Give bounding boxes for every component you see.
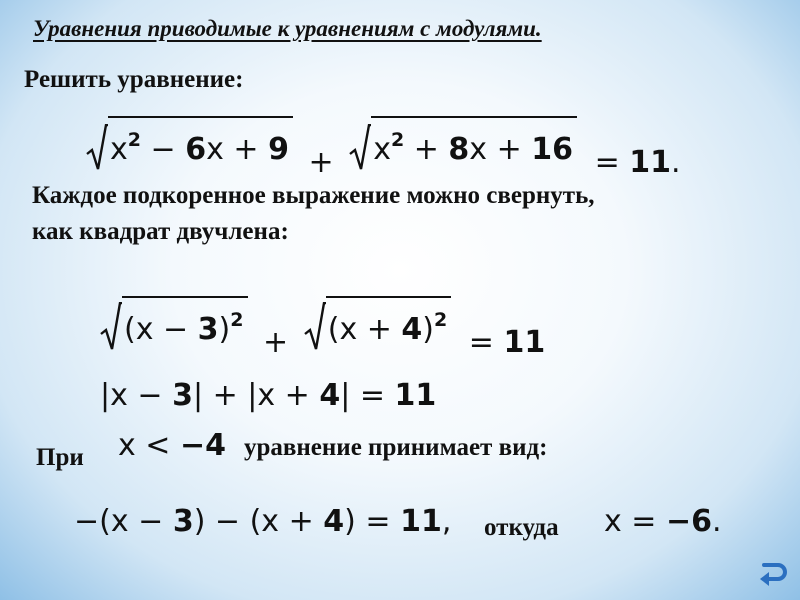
- radical-1: $x^2 - 6x + 9$: [86, 116, 293, 172]
- sqrt-sign-icon: [86, 124, 108, 172]
- equation-4: −(x − 3) − (x + 4) = 11,: [74, 504, 452, 539]
- task-label: Решить уравнение:: [24, 66, 244, 93]
- equation-1: $x^2 - 6x + 9$ + $x^2 + 8x + 16$ = 11.: [86, 116, 681, 180]
- sqrt-sign-icon: [349, 124, 371, 172]
- answer: x = −6.: [604, 504, 722, 539]
- condition-inequality: x < −4: [118, 428, 226, 463]
- equation-2: $(x - 3)^2$ + $(x + 4)^2$ = 11: [100, 296, 545, 360]
- equation-3: |x − 3| + |x + 4| = 11: [100, 378, 437, 413]
- return-arrow-icon[interactable]: [758, 559, 790, 591]
- slide-title: Уравнения приводимые к уравнениям с модулями.: [33, 16, 542, 41]
- otkuda-label: откуда: [484, 514, 559, 541]
- explanation-line-1: Каждое подкоренное выражение можно свернуть,: [32, 182, 595, 209]
- radical-3: $(x - 3)^2$: [100, 296, 248, 352]
- condition-tail: уравнение принимает вид:: [244, 434, 548, 461]
- radical-2: $x^2 + 8x + 16$: [349, 116, 577, 172]
- sqrt-sign-icon: [100, 302, 122, 352]
- condition-pri-label: При: [36, 444, 84, 471]
- explanation-line-2: как квадрат двучлена:: [32, 218, 289, 245]
- radical-4: $(x + 4)^2$: [304, 296, 452, 352]
- sqrt-sign-icon: [304, 302, 326, 352]
